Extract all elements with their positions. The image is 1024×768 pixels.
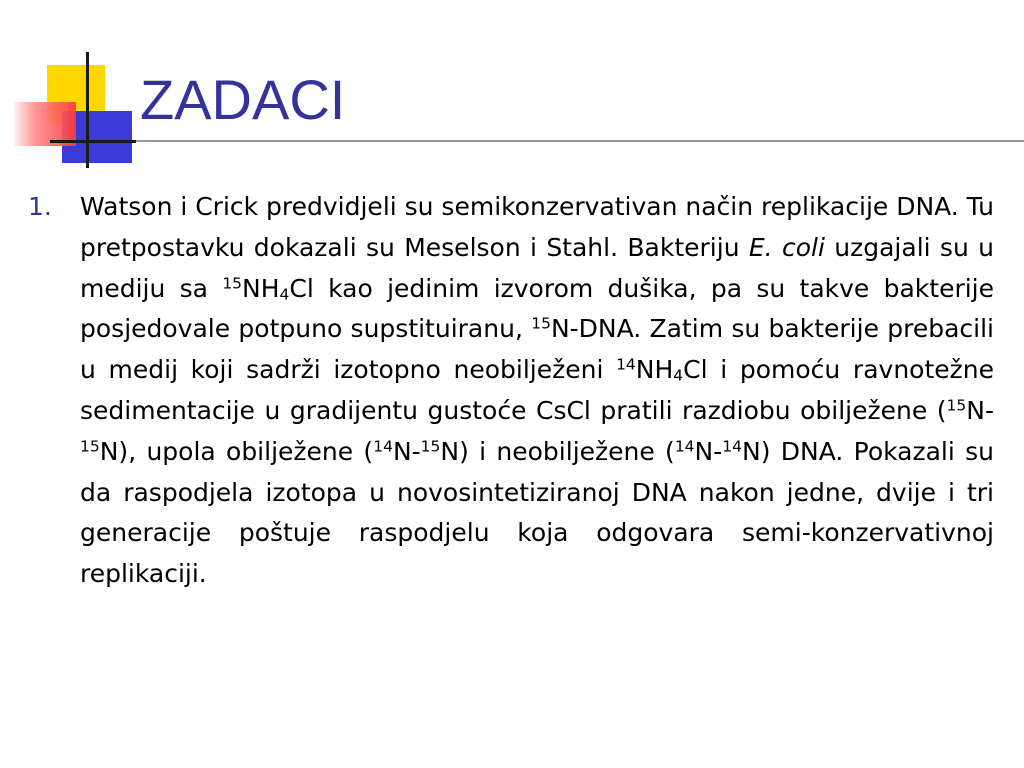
text-segment: uzgajali su u mediju sa [80, 232, 994, 303]
isotope-mass: 14 [616, 355, 636, 374]
text-segment: N- [966, 395, 994, 425]
text-segment: N- [694, 436, 723, 466]
task-item [28, 187, 994, 595]
short-horizontal-rule-decoration [50, 140, 136, 143]
isotope-mass: 15 [946, 396, 967, 415]
text-segment: Cl kao jedinim izvorom dušika, pa su takve bakterije posjedovale potpuno supstituiranu, [80, 273, 994, 344]
isotope-mass: 15 [420, 437, 441, 456]
isotope-mass: 15 [80, 437, 100, 456]
text-segment: N) DNA. Pokazali su da raspodjela izotopa u novosintetiziranoj DNA nakon jedne, dvije i tri generacije poštuje raspodjelu koja odgovara semi-konzervativnoj replikaciji. [80, 436, 994, 589]
text-segment: N) i neobilježene ( [440, 436, 675, 466]
isotope-mass: 14 [722, 437, 743, 456]
isotope-mass: 15 [222, 274, 243, 293]
isotope-mass: 14 [373, 437, 393, 456]
task-text [80, 187, 994, 595]
isotope-mass: 15 [531, 314, 551, 333]
organism-name: E. coli [748, 232, 825, 262]
isotope-mass: 14 [674, 437, 695, 456]
text-segment: Watson i Crick predvidjeli su semikonzervativan način replikacije DNA. Tu pretpostavku dokazali su Meselson i Stahl. Bakteriju [80, 192, 994, 262]
subscript: 4 [673, 366, 684, 385]
text-segment: NH [242, 273, 280, 303]
title-underline [136, 140, 1024, 142]
subscript: 4 [279, 284, 290, 303]
text-segment: N), upola obilježene ( [99, 436, 374, 466]
vertical-rule-decoration [86, 52, 89, 168]
text-segment: NH [635, 355, 674, 385]
text-segment: N- [392, 436, 421, 466]
slide-title: ZADACI [140, 68, 346, 131]
text-segment: Cl i pomoću ravnotežne sedimentacije u gradijentu gustoće CsCl pratili razdiobu obilježene ( [80, 355, 994, 425]
text-segment: N-DNA. Zatim su bakterije prebacili u medij koji sadrži izotopno neobilježeni [80, 314, 995, 385]
task-number: 1. [28, 192, 52, 221]
